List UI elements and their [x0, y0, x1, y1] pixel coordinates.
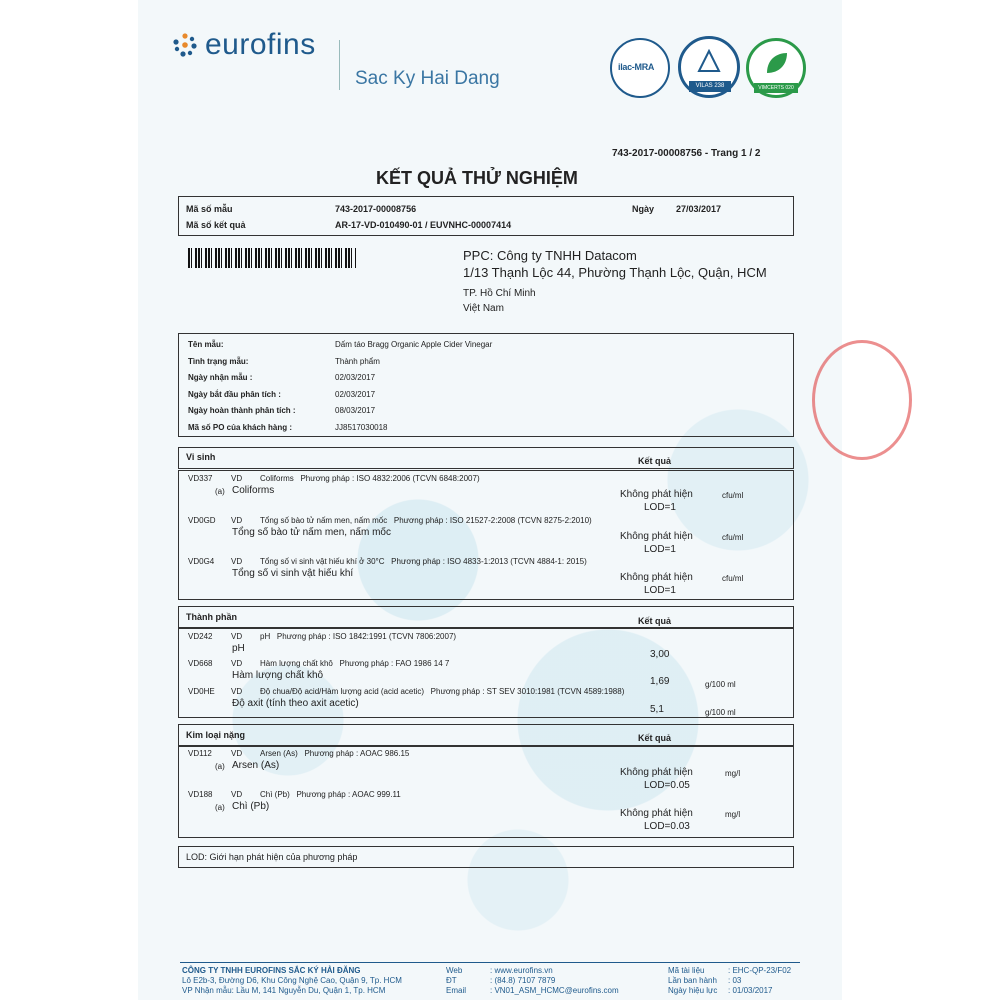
sample-info-value: 02/03/2017: [335, 373, 376, 382]
section-metal-header: [178, 724, 794, 746]
footer-address-1: Lô E2b-3, Đường D6, Khu Công Nghệ Cao, Quận 9, Tp. HCM: [182, 976, 402, 985]
red-seal-stamp: [812, 340, 912, 460]
section-comp-result-header: Kết quả: [638, 616, 672, 626]
test-lab: VD: [231, 557, 243, 566]
section-micro-header: [178, 447, 794, 469]
vilas-logo: VILAS 238: [678, 36, 740, 98]
section-micro-title: Vi sinh: [186, 452, 216, 462]
date-value: 27/03/2017: [676, 204, 722, 214]
sub-brand: Sac Ky Hai Dang: [355, 68, 500, 89]
test-name: Độ axit (tính theo axit acetic): [232, 698, 359, 709]
footer-web-label: Web: [446, 966, 463, 975]
test-description: Chì (Pb) Phương pháp : AOAC 999.11: [260, 790, 401, 799]
sample-info-label: Tình trạng mẫu:: [188, 356, 249, 366]
test-name: Tổng số bào tử nấm men, nấm mốc: [232, 527, 391, 538]
section-comp-header: [178, 606, 794, 628]
sample-info-label: Ngày nhận mẫu :: [188, 373, 253, 382]
section-metal-result-header: Kết quả: [638, 733, 672, 743]
test-code: VD242: [188, 632, 213, 641]
test-description: Tổng số vi sinh vật hiếu khí ở 30°C Phương pháp : ISO 4833-1:2013 (TCVN 4884-1: 2015): [260, 557, 587, 566]
footer-rule: [180, 962, 800, 963]
test-lab: VD: [231, 516, 243, 525]
test-name: Arsen (As): [232, 760, 280, 771]
footer-doc: : EHC-QP-23/F02: [728, 966, 792, 975]
test-result: Không phát hiện: [620, 531, 693, 542]
test-name: Coliforms: [232, 485, 275, 496]
test-unit: cfu/ml: [722, 533, 744, 542]
vimcerts-logo: VIMCERTS 020: [746, 38, 806, 98]
sample-info-label: Tên mẫu:: [188, 340, 224, 349]
footer-company: CÔNG TY TNHH EUROFINS SẮC KÝ HẢI ĐĂNG: [182, 966, 361, 975]
footer-issue-label: Lần ban hành: [668, 976, 717, 985]
test-lab: VD: [231, 749, 243, 758]
test-sub-marker: (a): [215, 487, 225, 496]
test-lab: VD: [231, 790, 243, 799]
test-name: pH: [232, 643, 245, 654]
test-unit: cfu/ml: [722, 491, 744, 500]
sample-info-value: 08/03/2017: [335, 406, 376, 415]
section-comp-title: Thành phần: [186, 612, 237, 622]
test-lab: VD: [231, 687, 243, 696]
test-name: Tổng số vi sinh vật hiếu khí: [232, 568, 354, 579]
test-code: VD188: [188, 790, 213, 799]
address-line-3: TP. Hồ Chí Minh: [463, 288, 536, 299]
ilac-mra-logo: ilac-MRA: [610, 38, 670, 98]
test-result: Không phát hiện: [620, 572, 693, 583]
sample-info-value: JJ8517030018: [335, 422, 388, 432]
test-result: Không phát hiện: [620, 808, 693, 819]
footer-effective: : 01/03/2017: [728, 986, 773, 995]
lod-note: LOD: Giới hạn phát hiện của phương pháp: [186, 852, 358, 862]
footer-address-2: VP Nhận mẫu: Lầu M, 141 Nguyễn Du, Quận 1, Tp. HCM: [182, 986, 386, 995]
test-description: Hàm lượng chất khô Phương pháp : FAO 1986 14 7: [260, 659, 450, 668]
test-result: 3,00: [650, 649, 670, 660]
test-lod: LOD=1: [644, 585, 676, 596]
section-micro-result-header: Kết quả: [638, 456, 672, 466]
test-name: Hàm lượng chất khô: [232, 670, 324, 681]
test-result: Không phát hiện: [620, 489, 693, 500]
test-name: Chì (Pb): [232, 801, 270, 812]
sample-info-value: Dấm táo Bragg Organic Apple Cider Vinegar: [335, 340, 493, 349]
address-line-2: 1/13 Thạnh Lộc 44, Phường Thạnh Lộc, Quận, HCM: [463, 265, 767, 280]
result-code-label: Mã số kết quả: [186, 220, 246, 230]
address-line-4: Việt Nam: [463, 303, 504, 314]
sample-code-label: Mã số mẫu: [186, 204, 233, 214]
test-lod: LOD=0.05: [644, 780, 690, 791]
test-result: Không phát hiện: [620, 767, 693, 778]
page-reference: 743-2017-00008756 - Trang 1 / 2: [612, 148, 761, 159]
sample-code-box: [178, 196, 794, 236]
leaf-icon: [763, 49, 791, 77]
date-label: Ngày: [632, 204, 655, 214]
test-unit: g/100 ml: [705, 680, 736, 689]
test-code: VD337: [188, 474, 213, 483]
test-lab: VD: [231, 659, 243, 668]
footer-web-link[interactable]: : www.eurofins.vn: [490, 966, 553, 975]
sample-info-value: 02/03/2017: [335, 389, 376, 399]
test-description: Độ chua/Độ acid/Hàm lượng acid (acid acetic) Phương pháp : ST SEV 3010:1981 (TCVN 4589:1988): [260, 687, 625, 696]
eurofins-logo-icon: [172, 32, 198, 58]
footer-effective-label: Ngày hiệu lực: [668, 986, 718, 995]
logo-divider: [339, 40, 340, 90]
test-code: VD112: [188, 749, 212, 758]
test-description: pH Phương pháp : ISO 1842:1991 (TCVN 7806:2007): [260, 632, 457, 641]
sample-info-value: Thành phẩm: [335, 356, 380, 366]
test-code: VD0HE: [188, 687, 215, 696]
test-result: 1,69: [650, 676, 670, 687]
footer-email-link[interactable]: : VN01_ASM_HCMC@eurofins.com: [490, 986, 619, 995]
footer-issue: : 03: [728, 976, 742, 985]
test-lab: VD: [231, 632, 243, 641]
test-unit: mg/l: [725, 769, 741, 778]
test-sub-marker: (a): [215, 762, 225, 771]
sample-info-label: Ngày bắt đầu phân tích :: [188, 389, 281, 399]
barcode: [188, 248, 356, 268]
test-description: Arsen (As) Phương pháp : AOAC 986.15: [260, 749, 410, 758]
test-result: 5,1: [650, 704, 664, 715]
test-unit: g/100 ml: [705, 708, 736, 717]
triangle-icon: [697, 49, 721, 73]
test-lab: VD: [231, 474, 243, 483]
test-sub-marker: (a): [215, 803, 225, 812]
test-code: VD0G4: [188, 557, 215, 566]
test-description: Coliforms Phương pháp : ISO 4832:2006 (TCVN 6848:2007): [260, 474, 480, 483]
footer-phone-label: ĐT: [446, 976, 457, 985]
footer-email-label: Email: [446, 986, 467, 995]
report-title: KẾT QUẢ THỬ NGHIỆM: [376, 168, 578, 188]
sample-code-value: 743-2017-00008756: [335, 204, 417, 214]
test-unit: mg/l: [725, 810, 741, 819]
test-lod: LOD=0.03: [644, 821, 690, 832]
section-metal-title: Kim loại nặng: [186, 730, 246, 740]
footer-phone: : (84.8) 7107 7879: [490, 976, 556, 985]
brand-name: eurofins: [205, 28, 316, 61]
sample-info-label: Mã số PO của khách hàng :: [188, 422, 293, 432]
test-unit: cfu/ml: [722, 574, 744, 583]
address-line-1: PPC: Công ty TNHH Datacom: [463, 248, 637, 263]
sample-info-label: Ngày hoàn thành phân tích :: [188, 406, 296, 415]
test-lod: LOD=1: [644, 502, 676, 513]
test-code: VD668: [188, 659, 213, 668]
footer-doc-label: Mã tài liệu: [668, 966, 705, 975]
test-lod: LOD=1: [644, 544, 676, 555]
test-code: VD0GD: [188, 516, 216, 525]
result-code-value: AR-17-VD-010490-01 / EUVNHC-00007414: [335, 220, 512, 230]
test-description: Tổng số bào tử nấm men, nấm mốc Phương pháp : ISO 21527-2:2008 (TCVN 8275-2:2010): [260, 516, 592, 525]
